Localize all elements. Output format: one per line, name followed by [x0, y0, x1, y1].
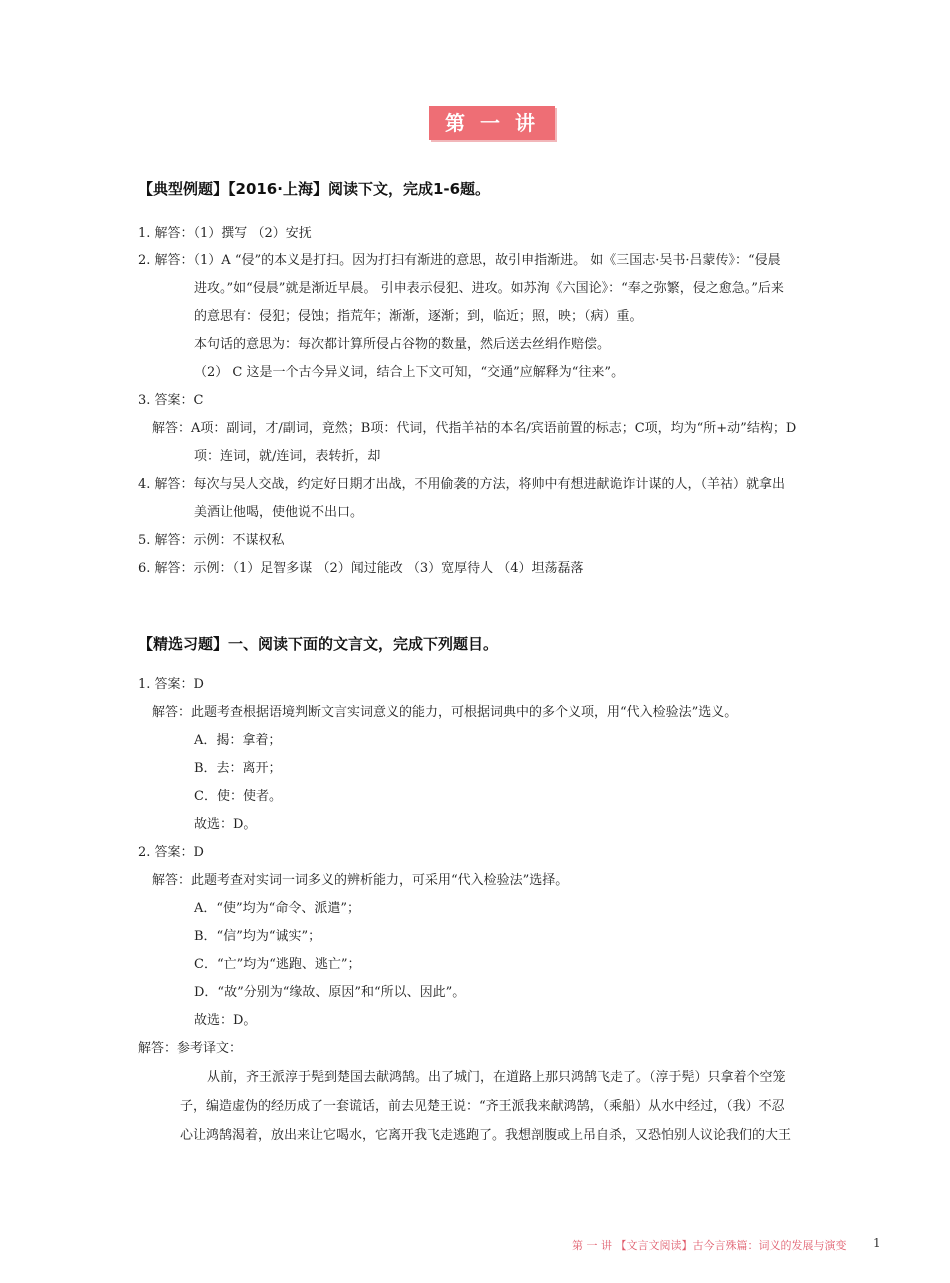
answer-line: 解答：参考译文： [138, 1041, 243, 1056]
answer-line: A．“使”均为“命令、派遣”； [194, 901, 360, 916]
answer-line: 6. 解答：示例：（1）足智多谋 （2）闻过能改 （3）宽厚待人 （4）坦荡磊落 [138, 561, 584, 576]
answer-line: D．“故”分别为“缘故、原因”和“所以、因此”。 [194, 985, 466, 1000]
answer-line: 2. 解答：（1）A “侵”的本义是打扫。因为打扫有渐进的意思，故引申指渐进。 如《三国志·吴书·吕蒙传》：“侵晨 [138, 253, 781, 268]
answer-line: 2. 答案：D [138, 845, 204, 860]
translation-line: 从前，齐王派淳于髡到楚国去献鸿鹄。出了城门，在道路上那只鸿鹄飞走了。（淳于髡）只拿着个空笼 [207, 1070, 786, 1085]
answer-line: 项：连词，就/连词，表转折，却 [194, 449, 381, 464]
answer-line: 5. 解答：示例：不谋权私 [138, 533, 285, 548]
translation-line: 心让鸿鹄渴着，放出来让它喝水，它离开我飞走逃跑了。我想剖腹或上吊自杀，又恐怕别人议论我们的大王 [180, 1128, 792, 1143]
answer-line: 解答：A项：副词，才/副词，竟然；B项：代词，代指羊祜的本名/宾语前置的标志；C项，均为“所+动”结构；D [152, 421, 797, 436]
answer-line: 1. 答案：D [138, 677, 204, 692]
footer-chapter-title: 第 一 讲 【文言文阅读】古今言殊篇：词义的发展与演变 [572, 1239, 847, 1252]
answer-line: C．“亡”均为“逃跑、逃亡”； [194, 957, 361, 972]
page-number: 1 [873, 1236, 881, 1250]
answer-line: C．使：使者。 [194, 789, 282, 804]
answer-line: 故选：D。 [194, 817, 257, 832]
answer-line: 4. 解答：每次与吴人交战，约定好日期才出战，不用偷袭的方法，将帅中有想进献诡诈计谋的人，（羊祜）就拿出 [138, 477, 786, 492]
answer-line: A．揭：拿着； [194, 733, 282, 748]
answer-line: 的意思有：侵犯；侵蚀；指荒年；渐渐，逐渐；到，临近；照，映；（病）重。 [194, 309, 643, 324]
lecture-title-badge: 第 一 讲 [429, 106, 555, 140]
answer-line: 解答：此题考查对实词一词多义的辨析能力，可采用“代入检验法”选择。 [152, 873, 569, 888]
answer-line: 本句话的意思为：每次都计算所侵占谷物的数量，然后送去丝绢作赔偿。 [194, 337, 611, 352]
translation-line: 子，编造虚伪的经历成了一套谎话，前去见楚王说：“齐王派我来献鸿鹄，（乘船）从水中经过，（我）不忍 [180, 1099, 785, 1114]
answer-line: 进攻。”如“侵晨”就是渐近早晨。 引申表示侵犯、进攻。如苏洵《六国论》：“奉之弥繁，侵之愈急。”后来 [194, 281, 784, 296]
section-heading-examples: 【典型例题】【2016·上海】阅读下文，完成1-6题。 [138, 180, 491, 198]
answer-line: B．去：离开； [194, 761, 282, 776]
answer-line: （2） C 这是一个古今异义词，结合上下文可知，“交通”应解释为“往来”。 [194, 365, 625, 380]
answer-line: B．“信”均为“诚实”； [194, 929, 322, 944]
answer-line: 3. 答案：C [138, 393, 204, 408]
answer-line: 1. 解答：（1）撰写 （2）安抚 [138, 226, 312, 241]
answer-line: 故选：D。 [194, 1013, 257, 1028]
section-heading-exercises: 【精选习题】一、阅读下面的文言文，完成下列题目。 [138, 635, 499, 653]
answer-line: 美酒让他喝，使他说不出口。 [194, 505, 364, 520]
answer-line: 解答：此题考查根据语境判断文言实词意义的能力，可根据词典中的多个义项，用“代入检验法”选义。 [152, 705, 738, 720]
